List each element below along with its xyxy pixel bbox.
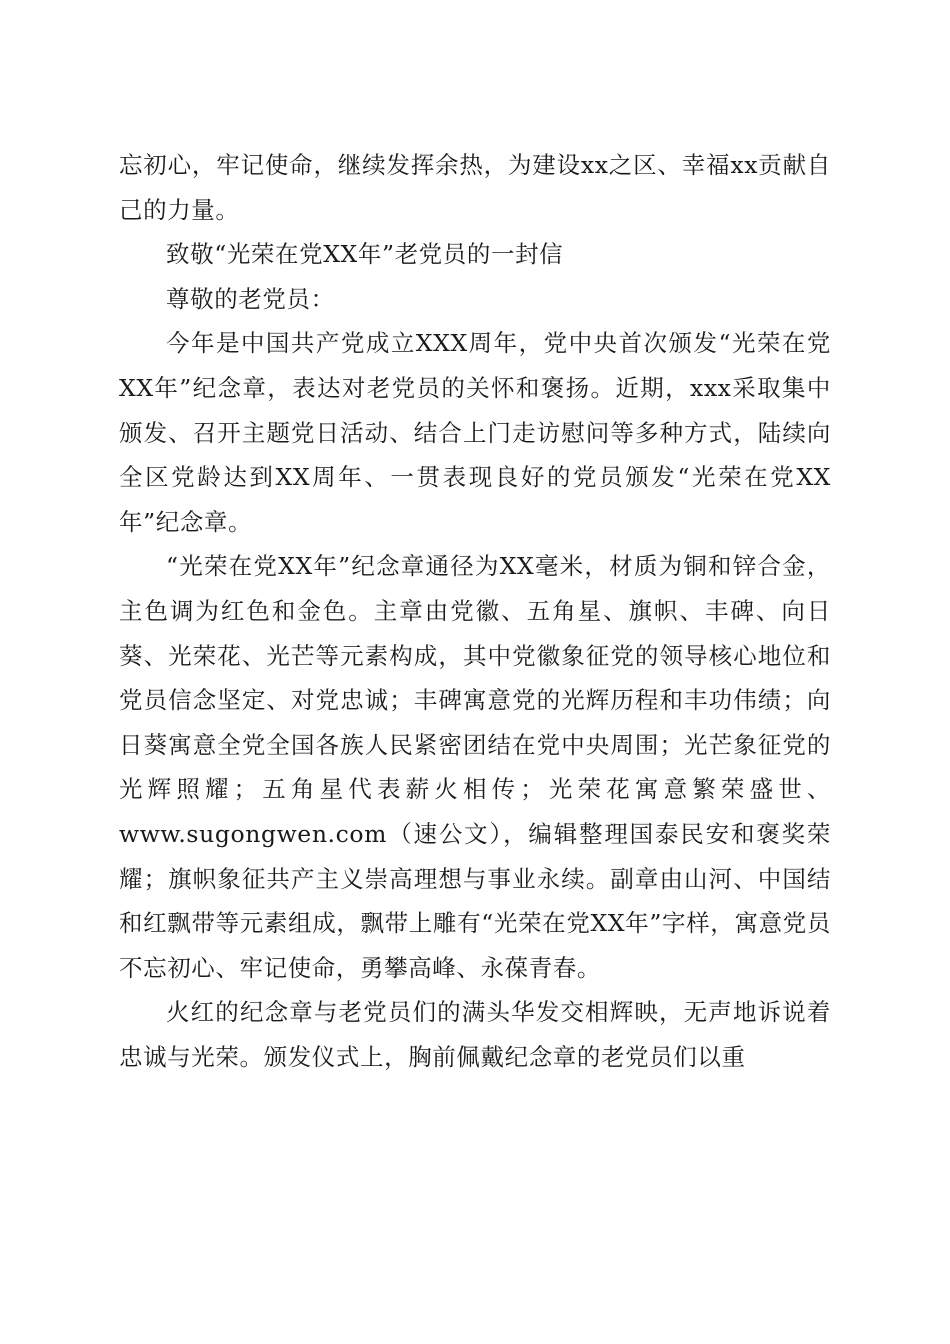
- paragraph-medal-description: “光荣在党XX年”纪念章通径为XX毫米，材质为铜和锌合金，主色调为红色和金色。主章由党徽、五角星、旗帜、丰碑、向日葵、光荣花、光芒等元素构成，其中党徽象征党的领导核心地位和党员信念坚定、对党忠诚；丰碑寓意党的光辉历程和丰功伟绩；向日葵寓意全党全国各族人民紧密团结在党中央周围；光芒象征党的光辉照耀；五角星代表薪火相传；光荣花寓意繁荣盛世、www.sugongwen.com（速公文），编辑整理国泰民安和褒奖荣耀；旗帜象征共产主义崇高理想与事业永续。副章由山河、中国结和红飘带等元素组成，飘带上雕有“光荣在党XX年”字样，寓意党员不忘初心、牢记使命，勇攀高峰、永葆青春。: [119, 552, 831, 982]
- paragraph-ceremony: 火红的纪念章与老党员们的满头华发交相辉映，无声地诉说着忠诚与光荣。颁发仪式上，胸前佩戴纪念章的老党员们以重: [119, 998, 831, 1071]
- paragraph-intro: 今年是中国共产党成立XXX周年，党中央首次颁发“光荣在党XX年”纪念章，表达对老党员的关怀和褒扬。近期，xxx采取集中颁发、召开主题党日活动、结合上门走访慰问等多种方式，陆续向全区党龄达到XX周年、一贯表现良好的党员颁发“光荣在党XX年”纪念章。: [119, 329, 831, 536]
- document-body: [119, 143, 831, 1079]
- letter-salutation: 尊敬的老党员：: [166, 284, 335, 313]
- paragraph-continuation: 忘初心，牢记使命，继续发挥余热，为建设xx之区、幸福xx贡献自己的力量。: [119, 151, 831, 224]
- letter-title: 致敬“光荣在党XX年”老党员的一封信: [166, 240, 564, 269]
